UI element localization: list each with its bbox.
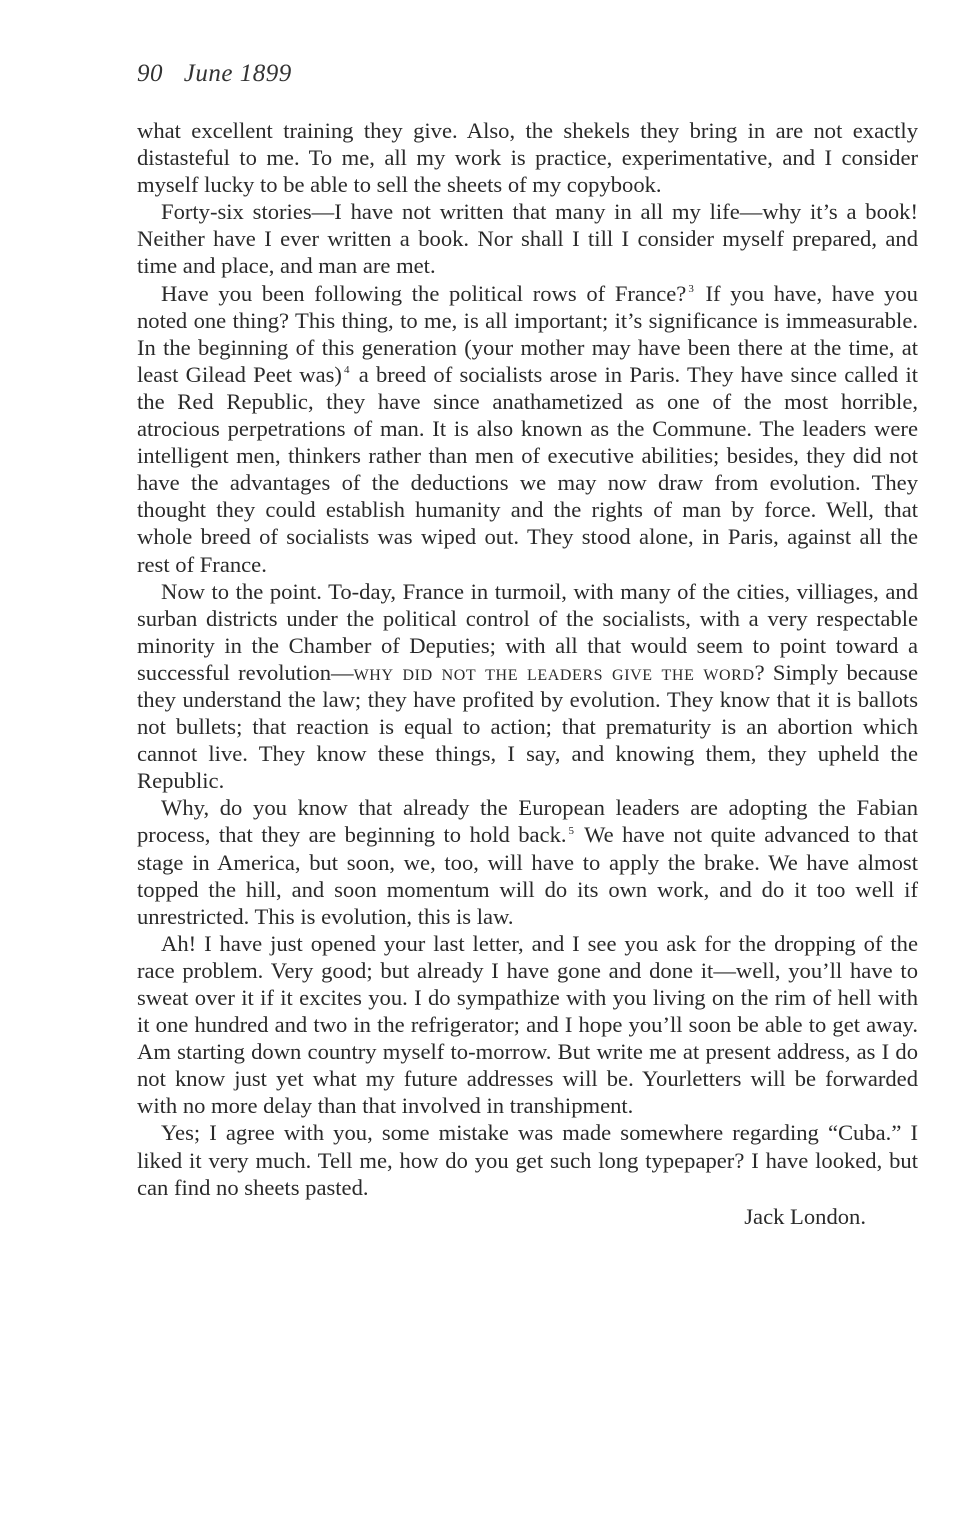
footnote-marker-3: 3 — [688, 283, 694, 296]
paragraph-forty-six-stories: Forty-six stories—I have not written that many in all my life—why it’s a book! Neither have I ever written a book. Nor shall I till I consider myself prepared, and time and place, and man are met. — [137, 199, 918, 279]
page-number: 90 — [137, 60, 163, 87]
paragraph-text: If you have, have you noted one thing? This thing, to me, is all important; it’s significance is immeasurable. In the beginning of this generation (your mother may have been there at the time, at least Gilead Peet was) — [137, 280, 918, 387]
running-head — [137, 60, 292, 88]
paragraph-to-the-point — [137, 578, 918, 795]
footnote-marker-4: 4 — [343, 364, 350, 377]
paragraph-cuba: Yes; I agree with you, some mistake was made somewhere regarding “Cuba.” I liked it very much. Tell me, how do you get such long typepaper? I have looked, but can find no sheets pasted. — [137, 1120, 918, 1200]
paragraph-last-letter: Ah! I have just opened your last letter, and I see you ask for the dropping of the race problem. Very good; but already I have gone and done it—well, you’ll have to sweat over it if it excites you. I do sympathize with you living on the rim of hell with it one hundred and two in the refrigerator; and I hope you’ll soon be able to get away. Am starting down country myself to-morrow. But write me at present address, as I do not know just yet what my future addresses will be. Yourletters will be forwarded with no more delay than that involved in transhipment. — [137, 930, 918, 1119]
paragraph-text: Now to the point. To-day, France in turmoil, with many of the cities, villiages, and surban districts under the political control of the socialists, with a very respectable minority in the Chamber of Deputies; with all that would seem to point toward a successful revolution— — [137, 578, 918, 685]
paragraph-fabian-process — [137, 794, 918, 929]
running-title: June 1899 — [183, 60, 292, 87]
footnote-marker-5: 5 — [568, 824, 575, 837]
small-caps-phrase: why did not the leaders give the word — [353, 659, 755, 685]
signature: Jack London. — [744, 1203, 866, 1229]
paragraph-text: a breed of socialists arose in Paris. They have since called it the Red Republic, they have since anathametized as one of the most horrible, atrocious perpetrations of man. It is also known as the Commune. The leaders were intelligent men, thinkers rather than men of executive abilities; besides, they did not have the advantages of the deductions we may now draw from evolution. They thought they could establish humanity and the rights of man by force. Well, that whole breed of socialists was wiped out. They stood alone, in Paris, against all the rest of France. — [137, 361, 918, 577]
paragraph-text: ? Simply because they understand the law; they have profited by evolution. They know that it is ballots not bullets; that reaction is equal to action; that prematurity is an abortion which cannot live. They know these things, I say, and knowing them, they upheld the Republic. — [137, 659, 918, 794]
paragraph-text: We have not quite advanced to that stage in America, but soon, we, too, will have to apply the brake. We have almost topped the hill, and soon momentum will do its own work, and do it too well if unrestricted. This is evolution, this is law. — [137, 822, 918, 929]
paragraph-text: Why, do you know that already the European leaders are adopting the Fabian process, that they are beginning to hold back. — [137, 795, 918, 848]
paragraph-text: Have you been following the political rows of France? — [161, 280, 687, 306]
paragraph-continued: what excellent training they give. Also, the shekels they bring in are not exactly distasteful to me. To me, all my work is practice, experimentative, and I consider myself lucky to be able to sell the sheets of my copybook. — [137, 118, 918, 198]
paragraph-politics-of-france — [137, 280, 918, 578]
letter-body — [137, 117, 918, 1230]
